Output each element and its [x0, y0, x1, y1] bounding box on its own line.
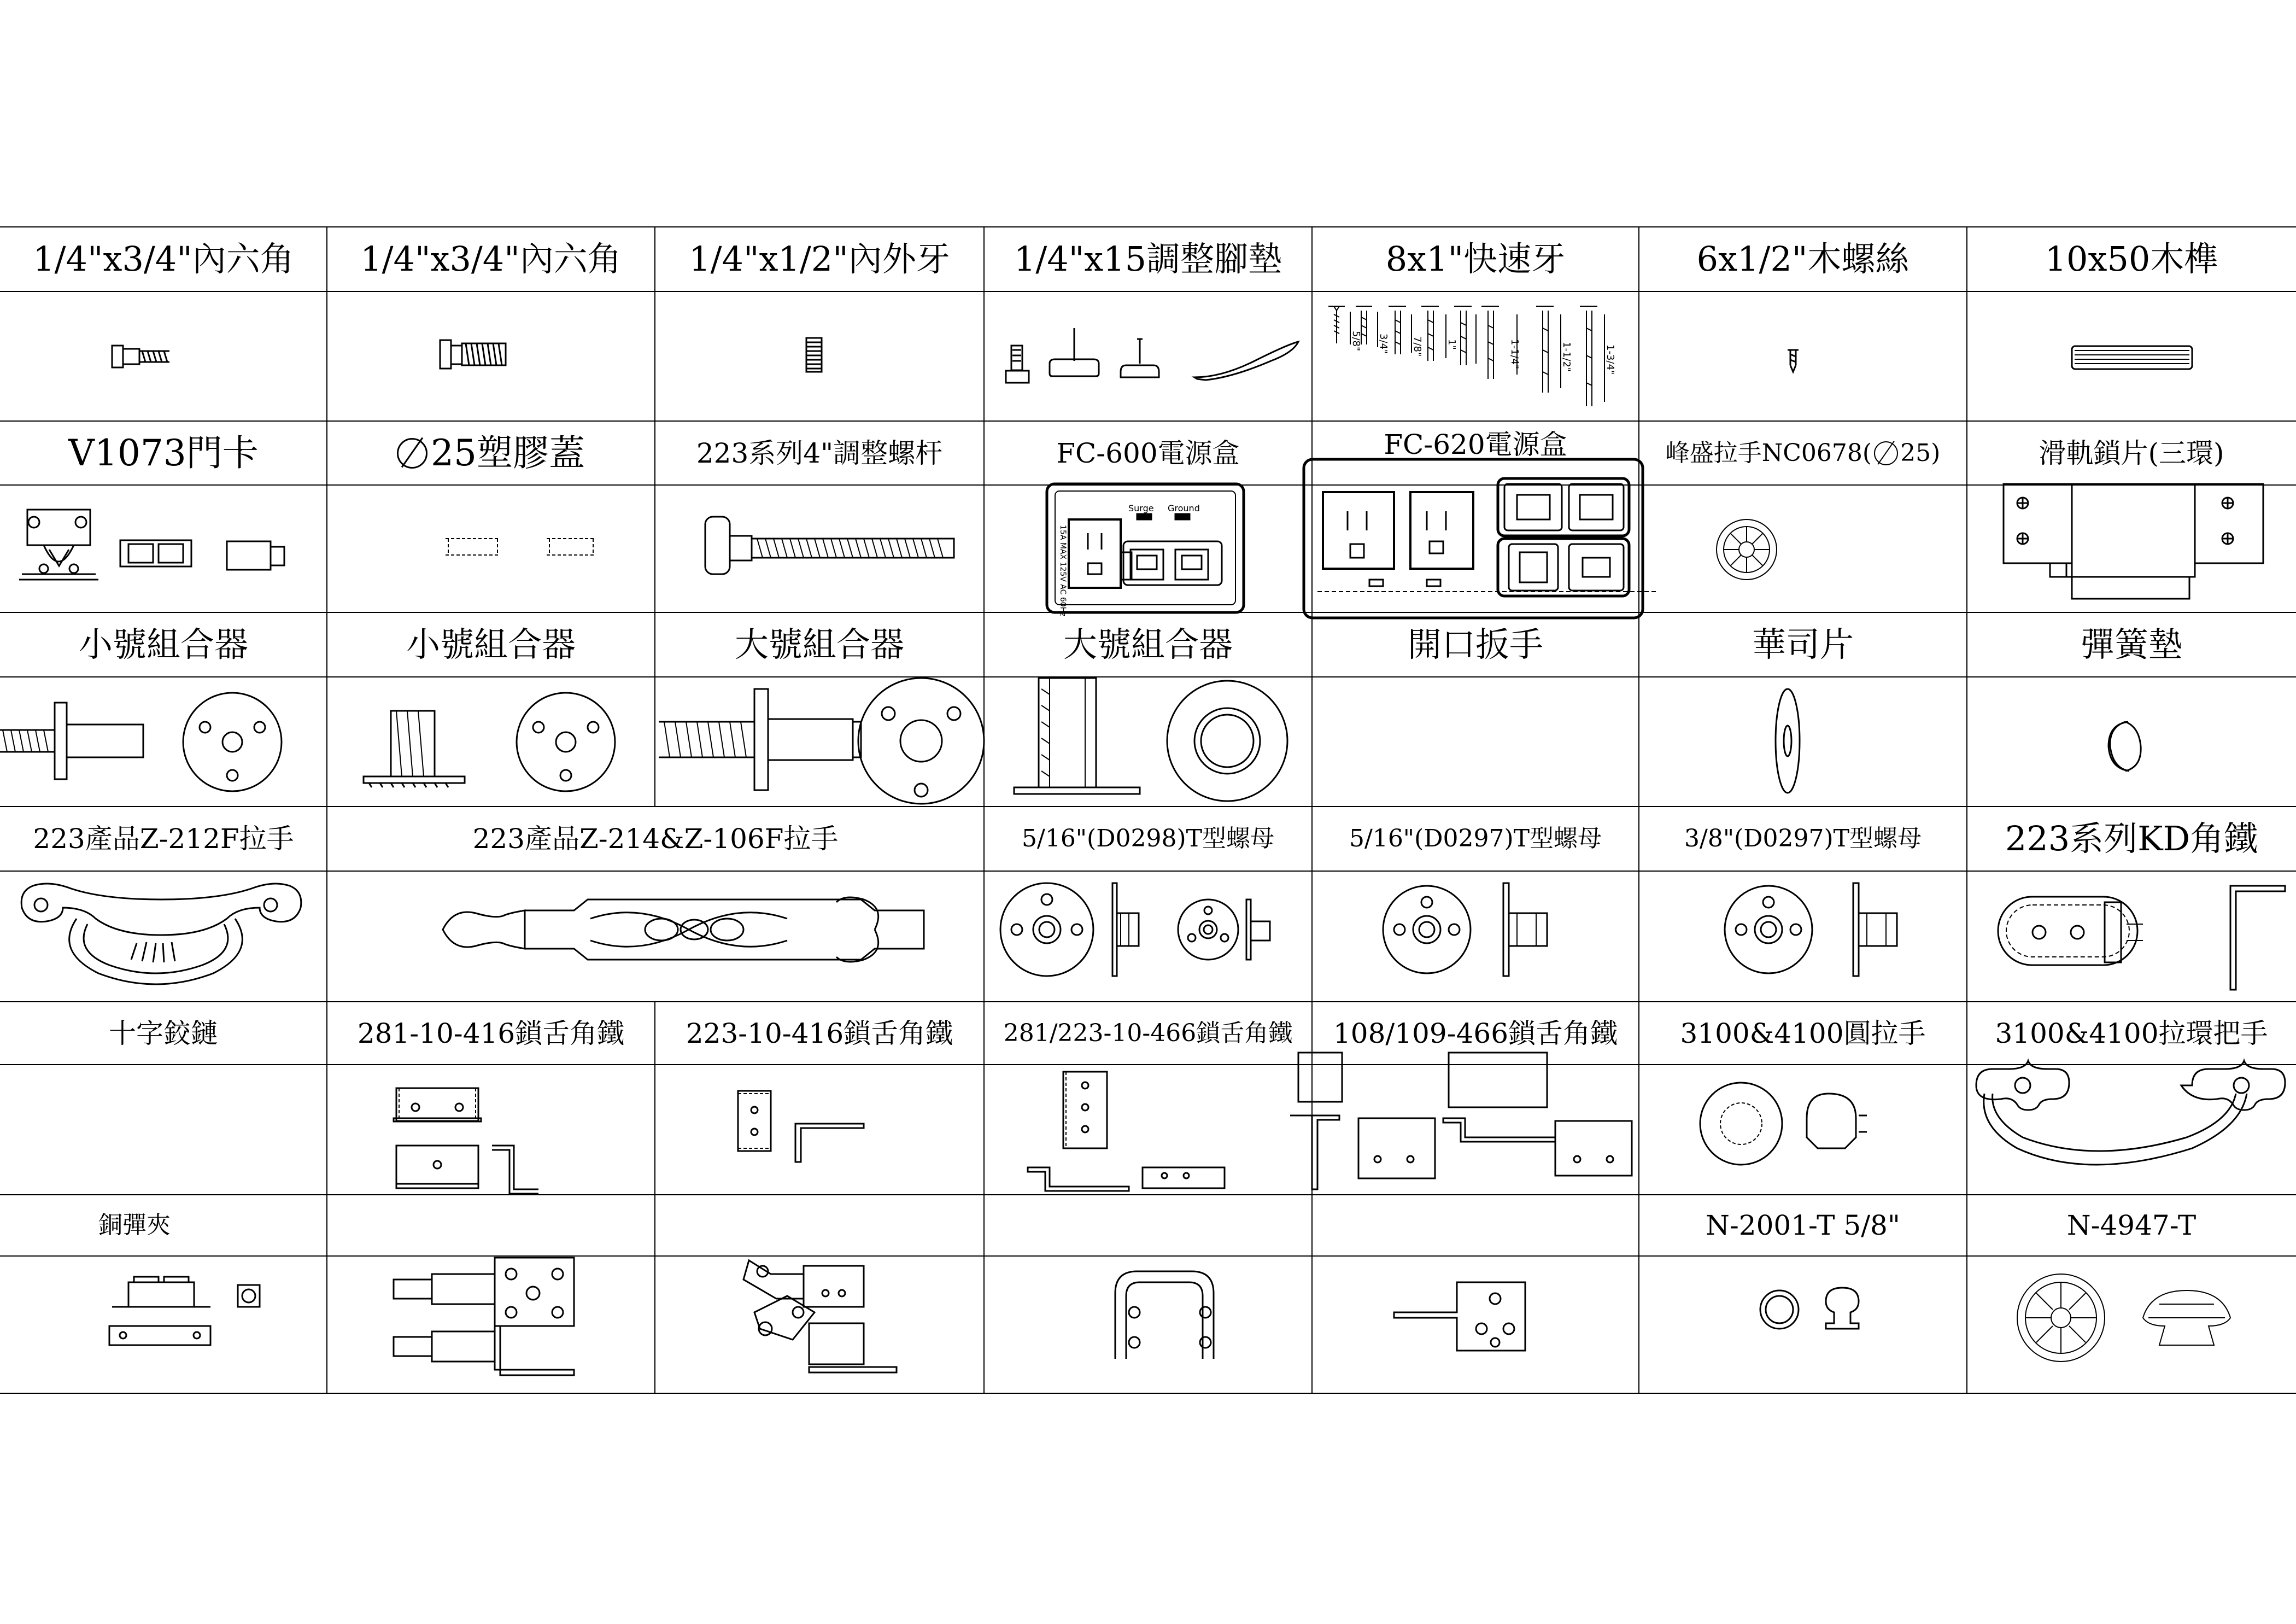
part-label: FC-620電源盒 [1384, 429, 1567, 460]
screw-size-label: 1" [1446, 339, 1457, 350]
part-label: 281/223-10-466鎖舌角鐵 [1003, 1019, 1293, 1047]
t-nut-drawing [1000, 883, 1270, 976]
part-label: V1073門卡 [68, 431, 259, 474]
diameter-symbol-icon [1874, 441, 1898, 465]
part-label: 223系列KD角鐵 [2005, 819, 2258, 858]
bail-pull-drawing [21, 884, 301, 984]
part-label: 223產品Z-212F拉手 [33, 823, 294, 855]
part-label: 8x1"快速牙 [1385, 239, 1566, 279]
lock-angle-bracket-drawing [738, 1091, 864, 1162]
part-label: 十字鉸鏈 [109, 1017, 218, 1049]
screw-size-label: 1-1/2" [1561, 342, 1572, 372]
screw-size-label: 1-3/4" [1604, 344, 1616, 375]
kd-angle-bracket-drawing [1998, 886, 2285, 990]
t-nut-drawing [1725, 883, 1897, 976]
part-label-suffix: 25) [1900, 439, 1941, 467]
part-label: 108/109-466鎖舌角鐵 [1333, 1017, 1618, 1049]
door-catch-drawing [19, 510, 284, 580]
part-label-with-diameter [327, 421, 655, 485]
part-label: 滑軌鎖片(三環) [2039, 437, 2224, 469]
surge-label: Surge [1128, 503, 1154, 513]
screw-size-label: 1-1/4" [1509, 339, 1520, 370]
part-label: 223-10-416鎖舌角鐵 [686, 1017, 953, 1049]
part-label: 大號組合器 [734, 624, 904, 664]
part-label: 3100&4100圓拉手 [1680, 1017, 1926, 1049]
ornate-handle-drawing [443, 897, 924, 962]
part-label: FC-600電源盒 [1056, 437, 1240, 469]
round-knob-drawing [1700, 1083, 1867, 1165]
part-label: 開口扳手 [1407, 624, 1543, 664]
part-label: 大號組合器 [1063, 624, 1233, 664]
rosette-knob-drawing [1717, 519, 1777, 580]
large-connector-drawing [1014, 678, 1287, 801]
part-label: 5/16"(D0297)T型螺母 [1349, 825, 1602, 852]
part-label: 25塑膠蓋 [431, 431, 585, 474]
washer-drawing [1776, 689, 1800, 793]
part-label: 281-10-416鎖舌角鐵 [357, 1017, 625, 1049]
hinge-drawing [743, 1260, 897, 1372]
t-nut-drawing [1383, 883, 1547, 976]
adjustment-screw-drawing [705, 517, 954, 574]
screw-size-label: 3/4" [1378, 334, 1389, 354]
threaded-insert-drawing [806, 338, 822, 372]
part-label: 5/16"(D0298)T型螺母 [1022, 825, 1274, 852]
u-bracket-drawing [1115, 1271, 1214, 1359]
spring-clip-drawing [109, 1277, 260, 1345]
screw-size-label: 7/8" [1411, 336, 1423, 357]
hinge-drawing [394, 1258, 574, 1375]
hex-bolt-drawing [440, 340, 506, 369]
part-label: 223系列4"調整螺杆 [696, 437, 943, 469]
part-label: 1/4"x15調整腳墊 [1014, 239, 1282, 279]
part-label: N-4947-T [2066, 1210, 2197, 1241]
l-bracket-drawing [1394, 1282, 1525, 1351]
knob-n4947-drawing [2017, 1274, 2230, 1362]
lock-angle-bracket-drawing [394, 1088, 538, 1194]
part-label: 6x1/2"木螺絲 [1696, 239, 1910, 279]
part-label: 10x50木榫 [2045, 239, 2218, 279]
part-label: 峰盛拉手NC0678( [1665, 439, 1872, 467]
part-label-with-diameter [1639, 421, 1967, 485]
lock-angle-bracket-drawing [1028, 1072, 1225, 1191]
spring-washer-drawing [2108, 722, 2141, 771]
part-label: 1/4"x3/4"內六角 [360, 239, 622, 279]
plastic-cap-drawing [446, 539, 596, 555]
adjustable-foot-drawing [1006, 328, 1298, 383]
slide-lock-plate-drawing [2004, 484, 2263, 599]
large-connector-drawing [659, 678, 984, 804]
small-connector-drawing [0, 693, 282, 791]
rating-label: 15A MAX 125V AC 60Hz [1058, 525, 1067, 617]
diameter-symbol-icon [397, 438, 427, 469]
part-label: N-2001-T 5/8" [1706, 1210, 1900, 1241]
wood-screw-drawing [1788, 350, 1799, 372]
part-label: 1/4"x3/4"內六角 [33, 239, 294, 279]
screw-size-label: 5/8" [1350, 331, 1362, 352]
part-label: 1/4"x1/2"內外牙 [689, 239, 950, 279]
part-label: 彈簧墊 [2080, 624, 2182, 664]
ground-label: Ground [1168, 503, 1200, 513]
ring-pull-drawing [1976, 1061, 2285, 1165]
small-connector-drawing [364, 693, 615, 791]
knob-n2001-drawing [1760, 1288, 1859, 1329]
hex-bolt-drawing [112, 346, 169, 367]
part-label: 3/8"(D0297)T型螺母 [1684, 825, 1922, 852]
part-label: 小號組合器 [78, 624, 248, 664]
part-label: 223產品Z-214&Z-106F拉手 [472, 823, 839, 855]
wood-dowel-drawing [2072, 346, 2192, 369]
part-label: 3100&4100拉環把手 [1995, 1017, 2268, 1049]
lock-angle-bracket-drawing [1290, 1053, 1632, 1189]
part-label: 華司片 [1752, 624, 1854, 664]
part-label: 小號組合器 [406, 624, 576, 664]
part-label: 銅彈夾 [98, 1211, 171, 1239]
